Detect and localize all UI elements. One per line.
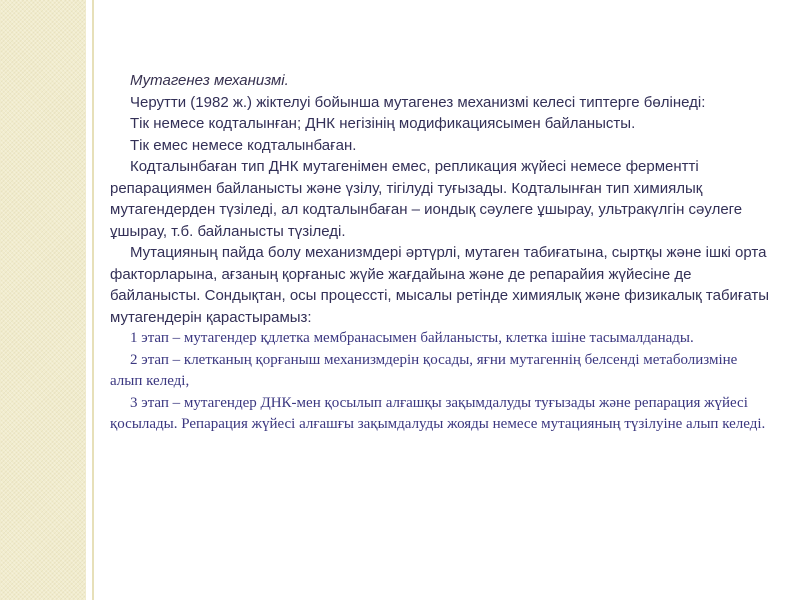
paragraph-coded-type: Тік немесе кодталынған; ДНК негізінің модификациясымен байланысты. xyxy=(130,115,636,132)
stage-item-2: 2 этап – клетканың қорғаныш механизмдерін қосады, яғни мутагеннің белсенді метаболизміне алып келеді, xyxy=(110,351,738,390)
slide-title: Мутагенез механизмі. xyxy=(130,72,289,89)
stage-item-3: 3 этап – мутагендер ДНК-мен қосылып алғашқы зақымдалуды туғызады және репарация жүйесі қосылады. Репарация жүйесі алғашғы зақымдалуды жояды немесе мутацияның түзілуіне алып келеді. xyxy=(110,394,766,433)
decorative-divider xyxy=(92,0,94,600)
paragraph-classification: Черутти (1982 ж.) жіктелуі бойынша мутагенез механизмі келесі типтерге бөлінеді: xyxy=(130,93,706,111)
main-text-block xyxy=(110,70,770,328)
stage-item-1: 1 этап – мутагендер қдлетка мембранасымен байланысты, клетка ішіне тасымалданады. xyxy=(130,330,694,346)
paragraph-mechanisms: Мутацияның пайда болу механизмдері әртүрлі, мутаген табиғатына, сыртқы және ішкі орта факторларына, ағзаның қорғаныс жүйе жағдайына және де репарайия жүйесіне де байланысты. Сондықтан, осы процессті, мысалы ретінде химиялық және физикалық табиғаты мутагендерін қарастырамыз: xyxy=(110,244,770,326)
stages-list xyxy=(110,328,770,436)
paragraph-type-description: Кодталынбаған тип ДНК мутагенімен емес, репликация жүйесі немесе ферментті репарациямен байланысты және үзілу, тігілуді туғызады. Кодталынған тип химиялық мутагендерден түзіледі, ал кодталынбаған – иондық сәулеге ұшырау, ультракүлгін сәулеге ұшырау, т.б. байланысты түзіледі. xyxy=(110,158,743,240)
slide-body xyxy=(110,70,770,436)
paragraph-non-coded-type: Тік емес немесе кодталынбаған. xyxy=(130,136,357,154)
decorative-side-band xyxy=(0,0,86,600)
